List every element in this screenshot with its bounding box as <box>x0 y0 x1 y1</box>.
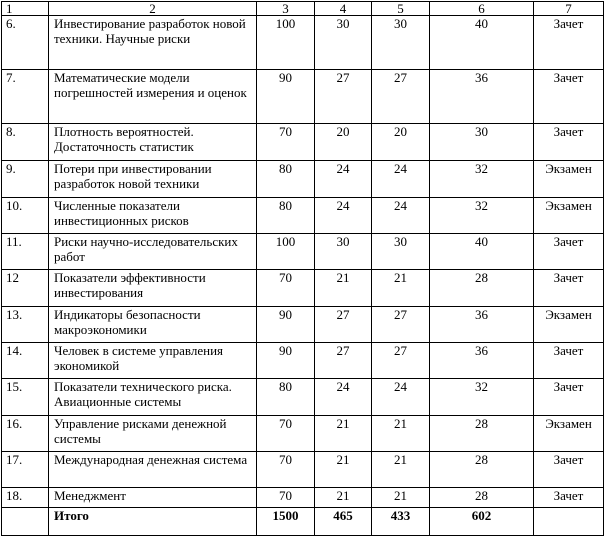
cell-col6: 36 <box>430 70 534 124</box>
cell-col6: 28 <box>430 488 534 508</box>
row-number: 8. <box>2 124 49 161</box>
cell-col5: 21 <box>372 452 430 488</box>
cell-col7: Экзамен <box>534 416 604 452</box>
cell-col4: 24 <box>315 198 372 234</box>
total-col4: 465 <box>315 508 372 536</box>
cell-col7: Зачет <box>534 124 604 161</box>
cell-col5: 21 <box>372 416 430 452</box>
cell-col4: 24 <box>315 379 372 416</box>
row-number: 17. <box>2 452 49 488</box>
cell-col5: 30 <box>372 234 430 270</box>
row-number: 14. <box>2 343 49 379</box>
course-name: Инвестирование разработок новой техники. Научные риски <box>49 16 257 70</box>
cell-col3: 90 <box>257 307 315 343</box>
course-name: Численные показатели инвестиционных рисков <box>49 198 257 234</box>
cell-col4: 20 <box>315 124 372 161</box>
cell-col6: 30 <box>430 124 534 161</box>
cell-col5: 27 <box>372 307 430 343</box>
cell-col6: 40 <box>430 234 534 270</box>
cell-col6: 40 <box>430 16 534 70</box>
table-row <box>2 234 604 270</box>
table-row <box>2 452 604 488</box>
cell-col7: Экзамен <box>534 161 604 198</box>
total-label: Итого <box>49 508 257 536</box>
cell-col3: 70 <box>257 488 315 508</box>
header-cell: 7 <box>534 2 604 16</box>
cell-col7: Зачет <box>534 488 604 508</box>
cell-col7: Зачет <box>534 452 604 488</box>
cell-col4: 27 <box>315 307 372 343</box>
cell-col4: 27 <box>315 70 372 124</box>
cell-col6: 36 <box>430 343 534 379</box>
cell-col3: 70 <box>257 124 315 161</box>
cell-col4: 21 <box>315 416 372 452</box>
cell-col6: 32 <box>430 161 534 198</box>
row-number: 15. <box>2 379 49 416</box>
cell-col5: 21 <box>372 488 430 508</box>
cell-col4: 24 <box>315 161 372 198</box>
header-cell: 3 <box>257 2 315 16</box>
cell-col6: 32 <box>430 198 534 234</box>
cell-col3: 80 <box>257 161 315 198</box>
course-name: Индикаторы безопасности макроэкономики <box>49 307 257 343</box>
cell-col5: 27 <box>372 343 430 379</box>
total-col3: 1500 <box>257 508 315 536</box>
course-name: Риски научно-исследовательских работ <box>49 234 257 270</box>
table-row <box>2 70 604 124</box>
row-number: 11. <box>2 234 49 270</box>
header-cell: 1 <box>2 2 49 16</box>
header-cell: 4 <box>315 2 372 16</box>
cell-col6: 28 <box>430 416 534 452</box>
total-col5: 433 <box>372 508 430 536</box>
cell-col5: 20 <box>372 124 430 161</box>
table-row <box>2 379 604 416</box>
cell-col6: 28 <box>430 452 534 488</box>
table-header-row <box>2 2 604 16</box>
table-row <box>2 198 604 234</box>
cell-col7: Зачет <box>534 70 604 124</box>
course-name: Управление рисками денежной системы <box>49 416 257 452</box>
cell-col3: 90 <box>257 70 315 124</box>
total-col7 <box>534 508 604 536</box>
cell-col6: 28 <box>430 270 534 307</box>
cell-col3: 100 <box>257 234 315 270</box>
cell-col5: 24 <box>372 198 430 234</box>
course-name: Человек в системе управления экономикой <box>49 343 257 379</box>
row-number: 18. <box>2 488 49 508</box>
cell-col5: 21 <box>372 270 430 307</box>
cell-col7: Зачет <box>534 379 604 416</box>
cell-col4: 21 <box>315 452 372 488</box>
course-name: Показатели технического риска. Авиационные системы <box>49 379 257 416</box>
row-number: 13. <box>2 307 49 343</box>
table-row <box>2 124 604 161</box>
cell-col5: 24 <box>372 379 430 416</box>
course-name: Математические модели погрешностей измерения и оценок <box>49 70 257 124</box>
cell-col7: Зачет <box>534 234 604 270</box>
cell-col4: 30 <box>315 16 372 70</box>
cell-col3: 100 <box>257 16 315 70</box>
row-number: 9. <box>2 161 49 198</box>
row-number: 6. <box>2 16 49 70</box>
table-row <box>2 488 604 508</box>
table-row <box>2 161 604 198</box>
cell-col5: 27 <box>372 70 430 124</box>
cell-col6: 32 <box>430 379 534 416</box>
header-cell: 2 <box>49 2 257 16</box>
total-row <box>2 508 604 536</box>
cell-col7: Зачет <box>534 343 604 379</box>
row-number: 12 <box>2 270 49 307</box>
cell-col6: 36 <box>430 307 534 343</box>
cell-col3: 80 <box>257 379 315 416</box>
course-name: Менеджмент <box>49 488 257 508</box>
cell-col4: 21 <box>315 270 372 307</box>
row-number: 16. <box>2 416 49 452</box>
header-cell: 6 <box>430 2 534 16</box>
cell-col3: 90 <box>257 343 315 379</box>
table-row <box>2 307 604 343</box>
header-cell: 5 <box>372 2 430 16</box>
row-number: 7. <box>2 70 49 124</box>
cell-col3: 70 <box>257 270 315 307</box>
course-name: Потери при инвестировании разработок новой техники <box>49 161 257 198</box>
table-row <box>2 270 604 307</box>
cell-col3: 70 <box>257 452 315 488</box>
cell-col3: 80 <box>257 198 315 234</box>
cell-col7: Зачет <box>534 270 604 307</box>
cell-col7: Экзамен <box>534 307 604 343</box>
cell-col4: 21 <box>315 488 372 508</box>
total-number-cell <box>2 508 49 536</box>
course-name: Плотность вероятностей. Достаточность статистик <box>49 124 257 161</box>
cell-col4: 27 <box>315 343 372 379</box>
cell-col5: 24 <box>372 161 430 198</box>
course-hours-table <box>1 1 604 536</box>
cell-col7: Зачет <box>534 16 604 70</box>
table-row <box>2 343 604 379</box>
cell-col3: 70 <box>257 416 315 452</box>
table-row <box>2 16 604 70</box>
cell-col5: 30 <box>372 16 430 70</box>
table-row <box>2 416 604 452</box>
cell-col4: 30 <box>315 234 372 270</box>
row-number: 10. <box>2 198 49 234</box>
course-name: Показатели эффективности инвестирования <box>49 270 257 307</box>
course-name: Международная денежная система <box>49 452 257 488</box>
cell-col7: Экзамен <box>534 198 604 234</box>
total-col6: 602 <box>430 508 534 536</box>
